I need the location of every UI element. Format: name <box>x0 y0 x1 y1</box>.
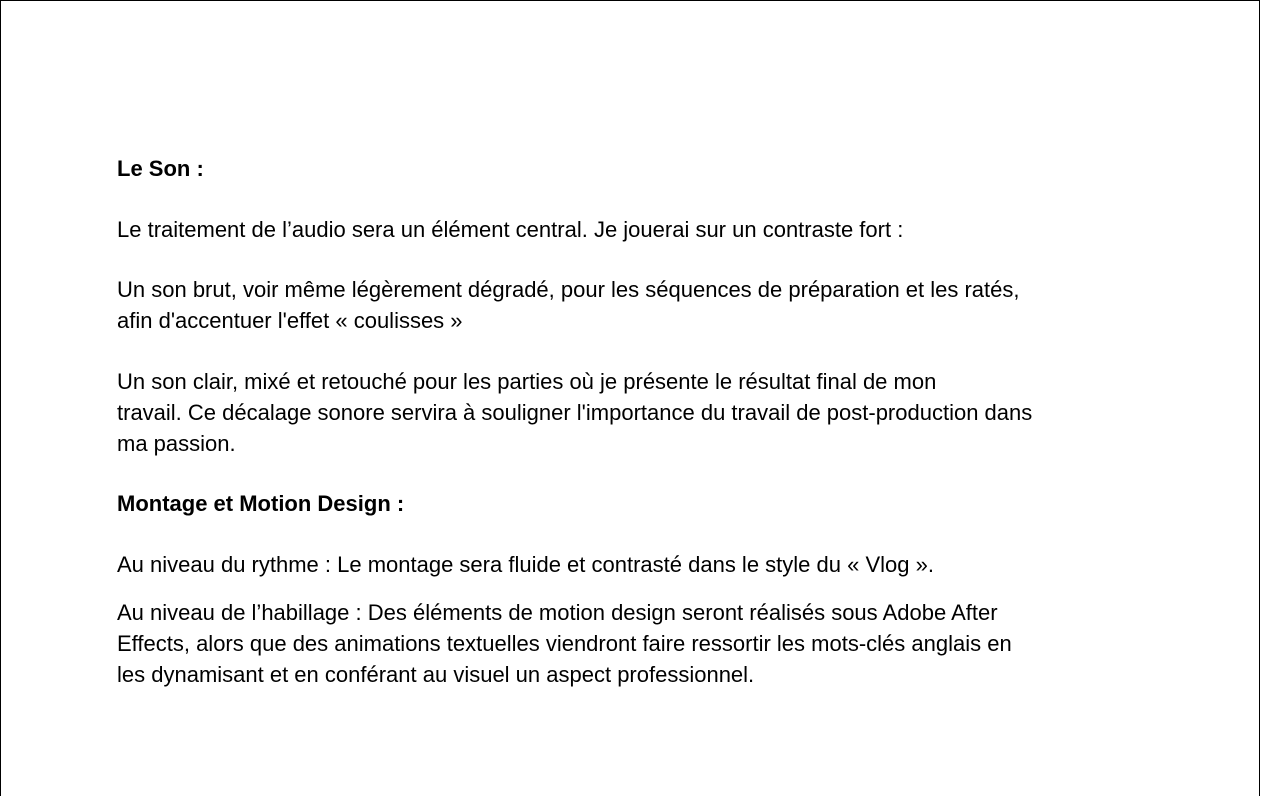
section-heading-montage: Montage et Motion Design : <box>117 491 405 516</box>
paragraph-habillage <box>117 597 1177 690</box>
text-line: Au niveau de l’habillage : Des éléments de motion design seront réalisés sous Adobe After <box>117 600 998 625</box>
text-line: afin d'accentuer l'effet « coulisses » <box>117 308 463 333</box>
text-line: Un son clair, mixé et retouché pour les parties où je présente le résultat final de mon <box>117 369 937 394</box>
document-body <box>117 153 1177 690</box>
paragraph-son-clair <box>117 366 1177 459</box>
text-line: ma passion. <box>117 431 236 456</box>
text-line: les dynamisant et en conférant au visuel un aspect professionnel. <box>117 662 755 687</box>
text-line: travail. Ce décalage sonore servira à souligner l'importance du travail de post-production dans <box>117 400 1033 425</box>
paragraph-audio-intro: Le traitement de l’audio sera un élément central. Je jouerai sur un contraste fort : <box>117 217 904 242</box>
section-heading-son: Le Son : <box>117 156 204 181</box>
paragraph-son-brut <box>117 274 1177 336</box>
paragraph-rythme: Au niveau du rythme : Le montage sera fluide et contrasté dans le style du « Vlog ». <box>117 552 934 577</box>
text-line: Effects, alors que des animations textuelles viendront faire ressortir les mots-clés anglais en <box>117 631 1012 656</box>
text-line: Un son brut, voir même légèrement dégradé, pour les séquences de préparation et les ratés, <box>117 277 1020 302</box>
